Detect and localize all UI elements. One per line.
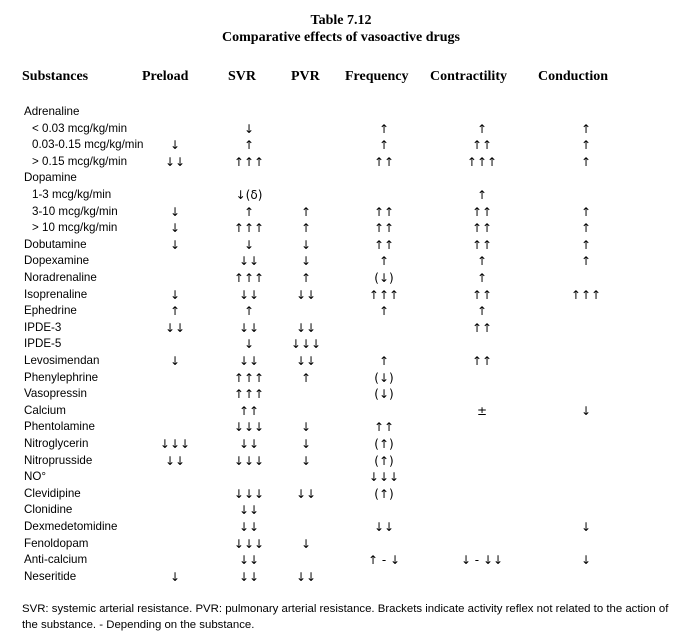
preload-cell: ↓ (169, 204, 181, 219)
table-row (0, 220, 682, 237)
frequency-cell: (↑) (374, 486, 394, 501)
frequency-cell: (↑) (374, 437, 394, 451)
svr-cell: ↑ (243, 304, 255, 319)
substance-name: Isoprenaline (24, 287, 88, 301)
table-row (0, 419, 682, 436)
substance-name: Dexmedetomidine (24, 520, 118, 533)
preload-cell: ↑ (169, 304, 181, 319)
svr-cell: ↑↑↑ (233, 370, 265, 385)
frequency-cell: (↓) (374, 387, 394, 402)
conduction-cell: ↓ (580, 553, 592, 568)
svr-cell: ↑↑↑ (233, 387, 265, 402)
substance-name: Adrenaline (24, 105, 80, 118)
conduction-cell: ↓ (580, 403, 592, 418)
table-row (0, 170, 682, 187)
pvr-cell: ↑ (300, 370, 312, 385)
header-conduction: Conduction (538, 69, 609, 84)
preload-cell: ↓↓ (164, 154, 186, 169)
svr-cell: ↓↓↓ (233, 536, 265, 551)
contractility-cell: ↑↑ (471, 204, 493, 219)
header-substances: Substances (22, 69, 89, 84)
pvr-cell: ↑ (300, 221, 312, 236)
table-row (0, 287, 682, 304)
frequency-cell: ↑↑ (373, 204, 395, 219)
table-footnote: SVR: systemic arterial resistance. PVR: pulmonary arterial resistance. Brackets indicate activity reflex not related to the action of the substance. - Depending on the substance. (22, 603, 669, 631)
frequency-cell: ↓↓ (373, 520, 395, 534)
svr-cell: ↓(δ) (235, 188, 263, 202)
contractility-cell: ↑↑ (471, 320, 493, 335)
svr-cell: ↓ (243, 337, 255, 352)
substance-name: IPDE-5 (24, 337, 62, 351)
svr-cell: ↑↑↑ (233, 271, 265, 285)
substance-name: Dopexamine (24, 254, 90, 268)
pvr-cell: ↓↓ (295, 320, 317, 335)
table-row (0, 154, 682, 171)
header-contractility: Contractility (430, 69, 507, 84)
preload-cell: ↓ (169, 569, 181, 584)
preload-cell: ↓↓↓ (159, 437, 191, 451)
pvr-cell: ↓ (300, 536, 312, 551)
substance-name: Noradrenaline (24, 271, 97, 284)
contractility-cell: ↑ (476, 188, 488, 202)
svr-cell: ↑↑↑ (233, 154, 265, 169)
pvr-cell: ↓↓ (295, 486, 317, 501)
substance-name: Clonidine (24, 503, 73, 517)
svr-cell: ↓↓ (238, 503, 260, 518)
contractility-cell: ↑ (476, 254, 488, 269)
table-row (0, 204, 682, 221)
table-row (0, 253, 682, 270)
pvr-cell: ↓ (300, 254, 312, 269)
header-pvr: PVR (291, 69, 320, 84)
contractility-cell: ± (476, 403, 488, 418)
frequency-cell: ↑ (378, 121, 390, 136)
substance-name: Dobutamine (24, 237, 87, 251)
table-subtitle: Comparative effects of vasoactive drugs (222, 30, 460, 45)
substance-name: Nitroglycerin (24, 437, 89, 450)
svr-cell: ↓↓↓ (233, 453, 265, 468)
table-row (0, 552, 682, 569)
preload-cell: ↓ (169, 237, 181, 252)
pvr-cell: ↓↓ (295, 287, 317, 302)
contractility-cell: ↑↑ (471, 138, 493, 153)
substance-name: 1-3 mcg/kg/min (32, 188, 112, 201)
table-row (0, 469, 682, 486)
conduction-cell: ↑ (580, 121, 592, 136)
conduction-cell: ↓ (580, 520, 592, 534)
substance-name: > 0.15 mcg/kg/min (32, 154, 128, 168)
conduction-cell: ↑ (580, 254, 592, 269)
contractility-cell: ↓ - ↓↓ (460, 553, 504, 568)
conduction-cell: ↑ (580, 204, 592, 219)
contractility-cell: ↑↑ (471, 221, 493, 236)
frequency-cell: ↑ (378, 354, 390, 368)
conduction-cell: ↑ (580, 237, 592, 252)
table-row (0, 104, 682, 121)
contractility-cell: ↑ (476, 121, 488, 136)
svr-cell: ↑↑ (238, 403, 260, 418)
table-row (0, 370, 682, 387)
table-row (0, 303, 682, 320)
svr-cell: ↓↓↓ (233, 486, 265, 501)
pvr-cell: ↓ (300, 237, 312, 252)
substance-name: Anti-calcium (24, 553, 88, 567)
frequency-cell: ↑↑↑ (368, 287, 400, 302)
table-row (0, 453, 682, 470)
svr-cell: ↓↓ (238, 320, 260, 335)
pvr-cell: ↓ (300, 420, 312, 435)
pvr-cell: ↓↓↓ (290, 337, 322, 352)
substance-name: Vasopressin (24, 387, 87, 401)
table-row (0, 502, 682, 519)
substance-name: Clevidipine (24, 486, 81, 500)
svr-cell: ↓ (243, 121, 255, 136)
frequency-cell: ↑ (378, 254, 390, 269)
frequency-cell: (↓) (374, 271, 394, 285)
conduction-cell: ↑ (580, 138, 592, 153)
substance-name: Phentolamine (24, 420, 95, 434)
substance-name: NO° (24, 470, 47, 484)
svr-cell: ↓↓ (238, 437, 260, 451)
frequency-cell: ↑↑ (373, 237, 395, 252)
table-row (0, 237, 682, 254)
table-title: Table 7.12 (310, 13, 372, 28)
frequency-cell: (↓) (374, 370, 394, 385)
svr-cell: ↓↓ (238, 553, 260, 568)
svr-cell: ↓↓ (238, 287, 260, 302)
svr-cell: ↓↓ (238, 254, 260, 269)
preload-cell: ↓ (169, 354, 181, 368)
contractility-cell: ↑↑ (471, 287, 493, 302)
substance-name: < 0.03 mcg/kg/min (32, 121, 128, 135)
preload-cell: ↓↓ (164, 453, 186, 468)
preload-cell: ↓ (169, 138, 181, 153)
substance-name: Phenylephrine (24, 370, 99, 384)
conduction-cell: ↑↑↑ (570, 287, 602, 302)
pvr-cell: ↓ (300, 453, 312, 468)
table-row (0, 137, 682, 154)
header-frequency: Frequency (345, 69, 409, 84)
frequency-cell: ↑↑ (373, 420, 395, 435)
pvr-cell: ↑ (300, 271, 312, 285)
table-row (0, 486, 682, 503)
contractility-cell: ↑ (476, 271, 488, 285)
header-svr: SVR (228, 69, 257, 84)
svr-cell: ↑↑↑ (233, 221, 265, 236)
substance-name: Dopamine (24, 171, 77, 185)
frequency-cell: ↓↓↓ (368, 470, 400, 485)
frequency-cell: ↑↑ (373, 221, 395, 236)
pvr-cell: ↑ (300, 204, 312, 219)
substance-name: Neseritide (24, 569, 77, 583)
table-row (0, 353, 682, 370)
contractility-cell: ↑↑ (471, 354, 493, 368)
preload-cell: ↓ (169, 287, 181, 302)
conduction-cell: ↑ (580, 221, 592, 236)
contractility-cell: ↑↑ (471, 237, 493, 252)
substance-name: Levosimendan (24, 354, 100, 367)
contractility-cell: ↑↑↑ (466, 154, 498, 169)
table-row (0, 320, 682, 337)
substance-name: > 10 mcg/kg/min (32, 221, 118, 235)
frequency-cell: ↑ (378, 138, 390, 153)
svr-cell: ↓ (243, 237, 255, 252)
frequency-cell: ↑ - ↓ (367, 553, 401, 568)
substance-name: 0.03-0.15 mcg/kg/min (32, 138, 144, 152)
table-row (0, 519, 682, 536)
svr-cell: ↓↓ (238, 354, 260, 368)
pvr-cell: ↓↓ (295, 354, 317, 368)
header-preload: Preload (142, 69, 189, 84)
substance-name: Fenoldopam (24, 536, 89, 550)
pvr-cell: ↓ (300, 437, 312, 451)
table-row (0, 121, 682, 138)
table-row (0, 386, 682, 403)
contractility-cell: ↑ (476, 304, 488, 319)
table-row (0, 536, 682, 553)
frequency-cell: (↑) (374, 453, 394, 468)
svr-cell: ↓↓ (238, 569, 260, 584)
table-row (0, 187, 682, 204)
substance-name: 3-10 mcg/kg/min (32, 204, 118, 218)
table-row (0, 403, 682, 420)
substance-name: Nitroprusside (24, 453, 93, 467)
preload-cell: ↓ (169, 221, 181, 236)
substance-name: IPDE-3 (24, 320, 62, 334)
frequency-cell: ↑ (378, 304, 390, 319)
conduction-cell: ↑ (580, 154, 592, 169)
substance-name: Calcium (24, 403, 66, 417)
svr-cell: ↑ (243, 204, 255, 219)
pvr-cell: ↓↓ (295, 569, 317, 584)
table-row (0, 436, 682, 453)
svr-cell: ↑ (243, 138, 255, 153)
substance-name: Ephedrine (24, 304, 77, 318)
svr-cell: ↓↓↓ (233, 420, 265, 435)
table-row (0, 270, 682, 287)
svr-cell: ↓↓ (238, 520, 260, 534)
table-row (0, 569, 682, 586)
frequency-cell: ↑↑ (373, 154, 395, 169)
table-row (0, 336, 682, 353)
preload-cell: ↓↓ (164, 320, 186, 335)
